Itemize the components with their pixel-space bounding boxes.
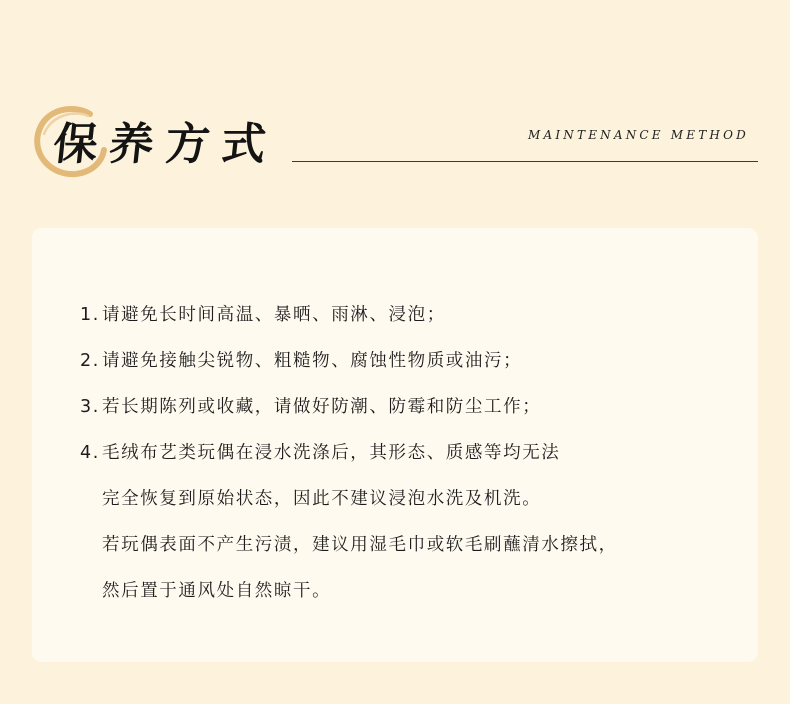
- item-number: 3.: [80, 397, 100, 417]
- list-item: [80, 338, 740, 384]
- maintenance-list: [80, 292, 740, 614]
- page-subtitle: MAINTENANCE METHOD: [528, 128, 749, 142]
- page-header: [0, 0, 790, 200]
- item-text-continued: 然后置于通风处自然晾干。: [102, 581, 332, 601]
- item-text: 请避免接触尖锐物、粗糙物、腐蚀性物质或油污；: [102, 351, 523, 371]
- item-number: 2.: [80, 351, 100, 371]
- page-title: 保养方式: [50, 119, 281, 170]
- item-number: 1.: [80, 305, 100, 325]
- list-item: [80, 430, 740, 476]
- list-item: [80, 384, 740, 430]
- item-text: 毛绒布艺类玩偶在浸水洗涤后，其形态、质感等均无法: [102, 443, 561, 463]
- item-number: 4.: [80, 443, 100, 463]
- header-divider: [292, 161, 758, 162]
- item-text: 若长期陈列或收藏，请做好防潮、防霉和防尘工作；: [102, 397, 542, 417]
- item-text-continued: 若玩偶表面不产生污渍，建议用湿毛巾或软毛刷蘸清水擦拭，: [102, 535, 618, 555]
- list-item: [80, 292, 740, 338]
- item-text: 请避免长时间高温、暴晒、雨淋、浸泡；: [102, 305, 446, 325]
- item-text-continued: 完全恢复到原始状态，因此不建议浸泡水洗及机洗。: [102, 489, 542, 509]
